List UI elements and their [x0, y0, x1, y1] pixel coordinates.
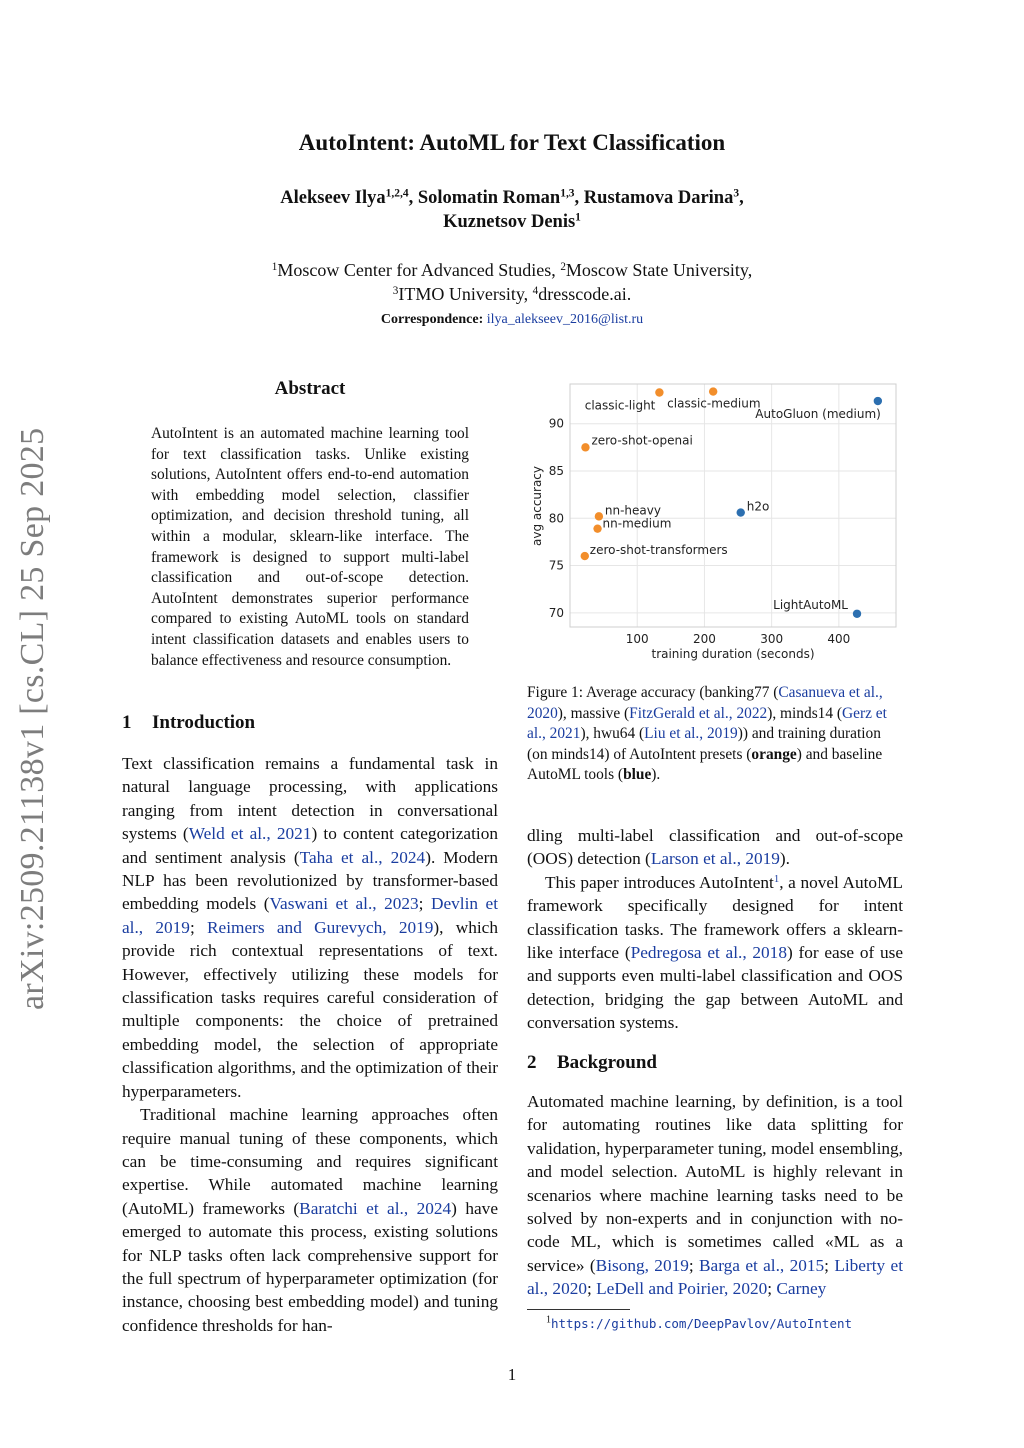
affil-mark: 4 — [532, 284, 539, 297]
y-axis-label: avg accuracy — [530, 465, 544, 547]
author-affil-mark: 1,2,4 — [385, 187, 409, 200]
section-title: Background — [557, 1052, 657, 1073]
y-tick-label: 70 — [548, 605, 564, 620]
author-name: Alekseev Ilya — [280, 188, 386, 208]
intro-paragraph-4: This paper introduces AutoIntent$^1$, a novel AutoML framework specifically designed for intent classification tasks. The framework offers a sklearn-like interface (Pedregosa et al., 2018) for ease of use and supports even multi-label classification and OOS detection, bridging the gap between AutoML and conversation systems. — [527, 872, 903, 1033]
data-point-label: nn-medium — [602, 516, 672, 531]
y-tick-label: 75 — [548, 558, 564, 573]
author-name: Solomatin Roman — [417, 188, 561, 208]
footnote — [546, 1316, 852, 1331]
citation-link[interactable]: Reimers and Gurevych, 2019 — [207, 917, 434, 937]
right-column-body — [527, 824, 903, 1035]
y-tick-label: 80 — [548, 511, 564, 526]
affil-mark: 2 — [560, 260, 566, 273]
author-name: Rustamova Darina — [583, 188, 734, 208]
x-tick-label: 200 — [692, 632, 716, 646]
section-number: 2 — [527, 1052, 537, 1073]
paper-title: AutoIntent: AutoML for Text Classification — [298, 130, 726, 155]
citation-link[interactable]: Baratchi et al., 2024 — [299, 1198, 452, 1218]
data-point-label: classic-medium — [667, 396, 761, 411]
author-name: Kuznetsov Denis — [443, 212, 576, 232]
caption-bold-blue: blue — [623, 766, 652, 784]
citation-link[interactable]: Carney — [776, 1279, 827, 1299]
citation-link[interactable]: Casanueva et al., 2020 — [527, 684, 883, 722]
citation-link[interactable]: Vaswani et al., 2023 — [269, 894, 419, 914]
affil-name: ITMO University, — [398, 284, 529, 304]
data-point — [581, 552, 589, 560]
page-number: 1 — [507, 1365, 517, 1384]
footnote-url-link[interactable]: https://github.com/DeepPavlov/AutoIntent — [551, 1316, 853, 1331]
data-point — [853, 610, 861, 618]
intro-paragraph-1: Text classification remains a fundamental task in natural language processing, with applications ranging from intent detection in conversational systems (Weld et al., 2021) to content categorization and sentiment analysis (Taha et al., 2024). Modern NLP has been revolutionized by transformer-based embedding models (Vaswani et al., 2023; Devlin et al., 2019; Reimers and Gurevych, 2019), which provide rich contextual representations of text. However, effectively utilizing these models for classification tasks requires careful consideration of multiple components: the choice of pretrained embedding model, the selection of appropriate classification algorithms, and the optimization of their hyperparameters. — [122, 754, 498, 1101]
citation-link[interactable]: Bisong, 2019 — [595, 1255, 689, 1275]
background-paragraph-1: Automated machine learning, by definition, is a tool for automating routines like data splitting for validation, hyperparameter tuning, model ensembling, and model selection. AutoML is highly relevant in scenarios where machine learning tasks need to be solved by non-experts and in conjunction with no-code ML, which is sometimes called «ML as a service» (Bisong, 2019; Barga et al., 2015; Liberty et al., 2020; LeDell and Poirier, 2020; Carney — [527, 1092, 903, 1299]
chart-points — [581, 387, 882, 618]
intro-paragraph-3: dling multi-label classification and out-of-scope (OOS) detection (Larson et al., 2019). — [527, 826, 903, 869]
affil-name: Moscow State University, — [565, 260, 753, 280]
citation-link[interactable]: Liu et al., 2019 — [644, 725, 738, 743]
citation-link[interactable]: Gerz et al., 2021 — [527, 704, 887, 743]
x-tick-label: 400 — [827, 632, 851, 646]
correspondence — [0, 312, 1024, 328]
section-1-heading — [122, 712, 255, 734]
citation-link[interactable]: Taha et al., 2024 — [299, 847, 426, 867]
correspondence-label: Correspondence: — [380, 312, 484, 327]
citation-link[interactable]: Weld et al., 2021 — [188, 824, 312, 844]
author-affil-mark: 1 — [575, 211, 581, 224]
affil-mark: 3 — [392, 284, 399, 297]
footnote-rule — [527, 1309, 630, 1310]
footnote-mark: 1 — [546, 1314, 551, 1326]
figure-1-chart — [527, 378, 907, 668]
section-2-heading — [527, 1052, 657, 1074]
x-tick-label: 300 — [760, 632, 784, 646]
abstract-heading: Abstract — [274, 378, 346, 399]
intro-paragraph-2: Traditional machine learning approaches often require manual tuning of these components, which can be time-consuming and requires significant expertise. While automated machine learning (AutoML) frameworks (Baratchi et al., 2024) have emerged to automate this process, existing solutions for NLP tasks often lack comprehensive support for the full spectrum of hyperparameter optimization (for instance, choosing best embedding model) and tuning confidence thresholds for han- — [122, 1105, 498, 1335]
data-point-label: zero-shot-transformers — [589, 543, 728, 558]
data-point — [655, 388, 663, 396]
data-point-label: zero-shot-openai — [591, 433, 693, 448]
citation-link[interactable]: Larson et al., 2019 — [650, 849, 780, 869]
data-point — [581, 443, 589, 451]
author-affil-mark: 3 — [733, 187, 740, 200]
x-axis-label: training duration (seconds) — [651, 647, 815, 661]
footnote-link[interactable]: 1 — [773, 872, 780, 885]
figure-1-caption: Figure 1: Average accuracy (banking77 (Casanueva et al., 2020), massive (FitzGerald et al., 2022), minds14 (Gerz et al., 2021), hwu64 (Liu et al., 2019)) and training duration (on minds14) of AutoIntent presets (orange) and baseline AutoML tools (blue). — [527, 684, 887, 784]
data-point — [593, 524, 601, 532]
citation-link[interactable]: Barga et al., 2015 — [699, 1255, 825, 1275]
affil-mark: 1 — [271, 260, 278, 273]
citation-link[interactable]: LeDell and Poirier, 2020 — [596, 1279, 768, 1299]
arxiv-stamp: arXiv:2509.21138v1 [cs.CL] 25 Sep 2025 — [14, 427, 51, 1010]
citation-link[interactable]: FitzGerald et al., 2022 — [629, 704, 768, 722]
caption-bold-orange: orange — [751, 745, 797, 763]
background-body — [527, 1090, 903, 1301]
data-point-label: h2o — [746, 499, 770, 514]
affil-name: dresscode.ai. — [538, 284, 632, 304]
data-point — [737, 508, 745, 516]
y-tick-label: 85 — [548, 463, 564, 478]
section-title: Introduction — [152, 712, 256, 733]
data-point — [874, 397, 882, 405]
affil-name: Moscow Center for Advanced Studies, — [277, 260, 556, 280]
author-list: Alekseev Ilya$^{1,2,4}$, Solomatin Roman$^{1,3}$, Rustamova Darina$^3$, Kuznetsov Denis$^1$ — [280, 187, 744, 232]
y-tick-label: 90 — [548, 416, 564, 431]
affiliations — [0, 258, 1024, 306]
intro-body — [122, 752, 498, 1337]
data-point-label: LightAutoML — [773, 597, 849, 612]
correspondence-email-link[interactable]: ilya_alekseev_2016@list.ru — [486, 312, 644, 327]
data-point-label: AutoGluon (medium) — [755, 407, 881, 422]
data-point — [709, 387, 717, 395]
citation-link[interactable]: Devlin et al., 2019 — [122, 894, 498, 937]
data-point-label: nn-heavy — [604, 503, 661, 518]
section-number: 1 — [122, 712, 132, 733]
abstract-text: AutoIntent is an automated machine learning tool for text classification tasks. Unlike existing solutions, AutoIntent offers end-to-end automation with embedding model selection, classifier optimization, and decision threshold tuning, all within a modular, sklearn-like interface. The framework is designed to support multi-label classification and out-of-scope detection. AutoIntent demonstrates superior performance compared to existing AutoML tools on standard intent classification datasets and enables users to balance effectiveness and resource consumption. — [151, 425, 469, 669]
author-affil-mark: 1,3 — [560, 187, 575, 200]
data-point-label: classic-light — [584, 398, 656, 413]
citation-link[interactable]: Liberty et al., 2020 — [527, 1255, 903, 1299]
x-tick-label: 100 — [625, 632, 649, 646]
citation-link[interactable]: Pedregosa et al., 2018 — [630, 943, 787, 963]
